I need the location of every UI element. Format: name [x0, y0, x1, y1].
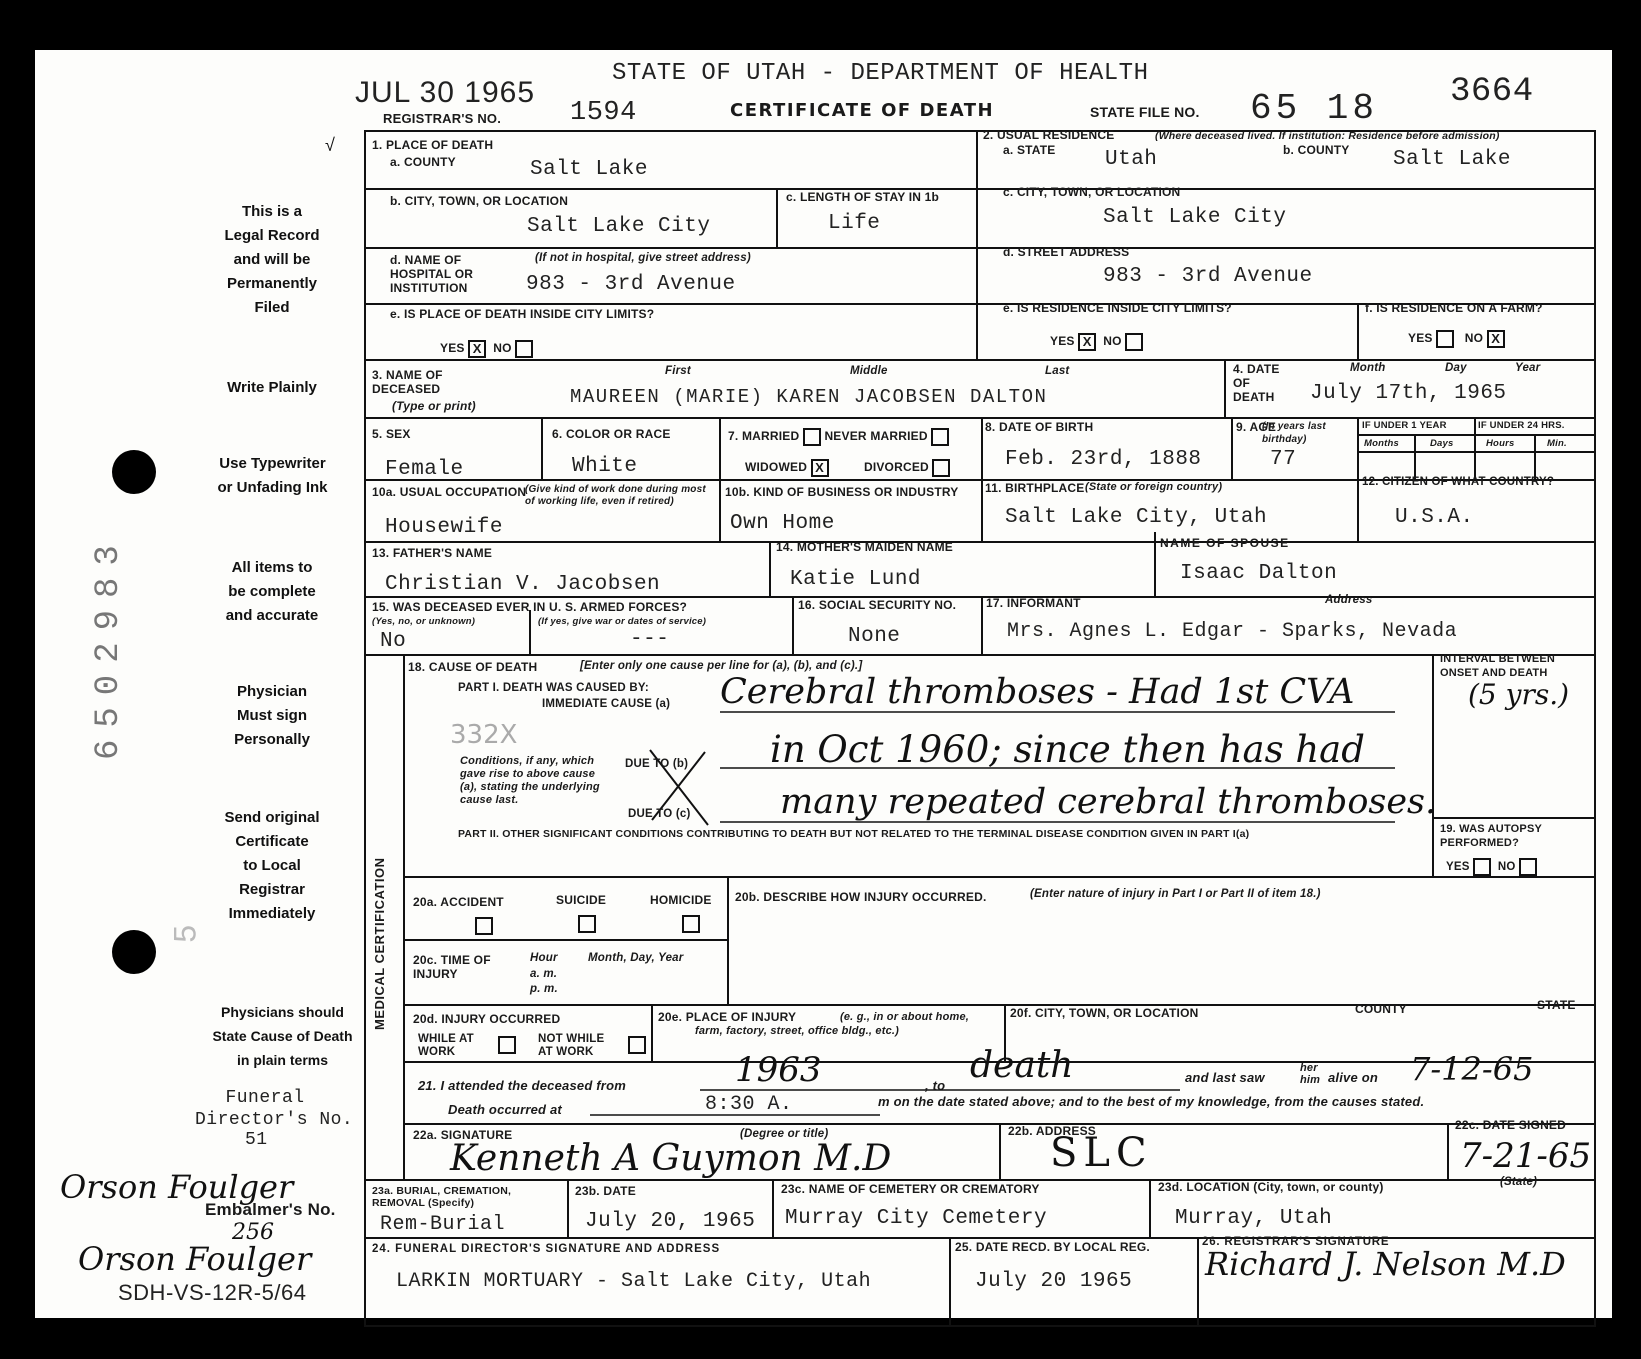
business: Own Home	[730, 512, 835, 535]
checkbox-while-at-work[interactable]	[498, 1036, 516, 1054]
embalmer-signature: Orson Foulger	[60, 1168, 294, 1206]
label-sex: 5. SEX	[372, 427, 411, 441]
label-injury-state: STATE	[1537, 998, 1576, 1012]
disposition: Rem-Burial	[380, 1213, 506, 1236]
armed-forces-dates: ---	[630, 628, 670, 651]
label-due-to-c: DUE TO (c)	[628, 808, 691, 820]
label-state: a. STATE	[1003, 143, 1056, 157]
label-city: b. CITY, TOWN, OR LOCATION	[390, 194, 569, 208]
sidebar-send-original: Send original Certificate to Local Registrar Immediately	[224, 809, 320, 922]
label-last: Last	[1045, 365, 1070, 377]
label-min: Min.	[1547, 438, 1567, 449]
date-of-death: July 17th, 1965	[1310, 382, 1507, 405]
label-married: 7. MARRIED NEVER MARRIED	[728, 428, 949, 446]
label-day: Day	[1445, 362, 1467, 374]
sidebar-typewriter: Use Typewriter or Unfading Ink	[217, 455, 328, 496]
label-father: 13. FATHER'S NAME	[372, 546, 493, 560]
physician-signature: Kenneth A Guymon M.D	[450, 1138, 892, 1179]
residence-street: 983 - 3rd Avenue	[1103, 265, 1313, 288]
label-age-note: (In years last birthday)	[1262, 421, 1326, 445]
state-file-no: 65 18	[1250, 88, 1379, 129]
label-death-occurred-at: Death occurred at	[448, 1102, 562, 1117]
certificate-title: CERTIFICATE OF DEATH	[730, 100, 995, 121]
checkbox-death-no[interactable]	[515, 340, 533, 358]
burial-location: Murray, Utah	[1175, 1207, 1333, 1230]
burial-date: July 20, 1965	[585, 1210, 756, 1233]
checkbox-res-no[interactable]	[1125, 333, 1143, 351]
funeral-director-label: Funeral Director's	[195, 1088, 309, 1130]
spouse-name: Isaac Dalton	[1180, 562, 1338, 585]
label-place-injury-note: (e. g., in or about home, farm, factory, street, office bldg., etc.)	[695, 1011, 970, 1037]
label-type-or-print: (Type or print)	[392, 399, 476, 413]
label-injury-county: COUNTY	[1355, 1002, 1407, 1016]
attended-to: death	[970, 1045, 1074, 1086]
sidebar-legal-record: This is a Legal Record and will be Permanently Filed	[224, 203, 320, 316]
label-injury-occurred: 20d. INJURY OCCURRED	[413, 1012, 561, 1026]
date-of-birth: Feb. 23rd, 1888	[1005, 448, 1202, 471]
label-armed-note-1: (Yes, no, or unknown)	[372, 616, 476, 627]
checkbox-death-yes[interactable]: X	[468, 340, 486, 358]
label-residence-note: (Where deceased lived. If institution: Residence before admission)	[1155, 130, 1500, 142]
checkbox-never-married[interactable]	[931, 428, 949, 446]
label-hours: Hours	[1486, 438, 1515, 449]
label-date-of-death: 4. DATE OF DEATH	[1233, 362, 1280, 404]
autopsy-checkboxes: YES NO	[1446, 858, 1537, 876]
alive-date: 7-12-65	[1410, 1050, 1534, 1088]
label-month-day-year: Month, Day, Year	[588, 952, 684, 964]
label-part-1: PART I. DEATH WAS CAUSED BY:	[458, 682, 649, 694]
label-widowed: WIDOWED X DIVORCED	[745, 459, 950, 477]
label-occupation-note: (Give kind of work done during most of working life, even if retired)	[525, 484, 706, 507]
label-farm: f. IS RESIDENCE ON A FARM?	[1365, 301, 1543, 315]
vertical-certificate-number: 6502983	[90, 533, 128, 760]
label-homicide: HOMICIDE	[650, 893, 712, 907]
label-time-of-injury: 20c. TIME OF INJURY	[413, 953, 491, 981]
label-place-of-death: 1. PLACE OF DEATH	[372, 138, 494, 152]
interval: (5 yrs.)	[1468, 678, 1570, 711]
label-accident: 20a. ACCIDENT	[413, 895, 504, 909]
label-institution-note: (If not in hospital, give street address)	[535, 252, 751, 264]
label-to: , to	[925, 1078, 946, 1093]
label-mother: 14. MOTHER'S MAIDEN NAME	[776, 540, 954, 554]
decedent-name: MAUREEN (MARIE) KAREN JACOBSEN DALTON	[570, 386, 1048, 408]
checkbox-farm-yes[interactable]	[1436, 330, 1454, 348]
date-stamp: JUL 30 1965	[355, 76, 536, 109]
funeral-director: LARKIN MORTUARY - Salt Lake City, Utah	[396, 1270, 872, 1293]
label-signature: 22a. SIGNATURE	[413, 1128, 513, 1142]
armed-forces: No	[380, 630, 407, 653]
embalmer-no: 256	[232, 1220, 274, 1245]
label-institution: d. NAME OF HOSPITAL OR INSTITUTION	[390, 253, 474, 295]
label-cause-of-death: 18. CAUSE OF DEATH	[408, 660, 538, 674]
label-length-of-stay: c. LENGTH OF STAY IN 1b	[786, 190, 940, 204]
label-describe-injury-note: (Enter nature of injury in Part I or Part II of item 18.)	[1030, 888, 1321, 900]
cause-b: in Oct 1960; since then has had	[770, 728, 1365, 771]
label-under-24-hrs: IF UNDER 24 HRS.	[1478, 420, 1565, 431]
length-of-stay: Life	[828, 212, 881, 235]
label-sig-address: 22b. ADDRESS	[1008, 1124, 1096, 1138]
state-file-label: STATE FILE NO.	[1090, 104, 1200, 120]
label-months: Months	[1364, 438, 1399, 449]
signature-address: SLC	[1050, 1130, 1153, 1176]
punch-hole-top	[112, 450, 156, 494]
label-county: a. COUNTY	[390, 155, 456, 169]
label-not-while-at-work: NOT WHILE AT WORK	[538, 1033, 605, 1058]
death-city: Salt Lake City	[527, 215, 711, 238]
sex: Female	[385, 458, 464, 481]
label-race: 6. COLOR OR RACE	[552, 427, 671, 441]
label-burial-state: (State)	[1500, 1176, 1538, 1188]
label-cause-note: [Enter only one cause per line for (a), (b), and (c).]	[580, 660, 863, 672]
label-days: Days	[1430, 438, 1454, 449]
label-pm: p. m.	[530, 983, 558, 995]
res-city-limits-yes: YES X NO	[1050, 333, 1143, 351]
embalmer-label: Embalmer's No.	[205, 1200, 336, 1219]
sidebar-physicians-state: Physicians should State Cause of Death in plain terms	[212, 1004, 353, 1068]
label-armed-note-2: (If yes, give war or dates of service)	[538, 616, 707, 627]
ssn: None	[848, 625, 901, 648]
label-burial-location: 23d. LOCATION (City, town, or county)	[1158, 1180, 1384, 1194]
label-res-city: c. CITY, TOWN, OR LOCATION	[1003, 185, 1181, 199]
registrar-no-label: REGISTRAR'S NO.	[383, 111, 502, 126]
checkbox-res-yes[interactable]: X	[1078, 333, 1096, 351]
label-informant: 17. INFORMANT	[986, 596, 1081, 610]
label-immediate-cause: IMMEDIATE CAUSE (a)	[542, 698, 671, 710]
label-spouse: NAME OF SPOUSE	[1160, 536, 1290, 550]
label-occupation: 10a. USUAL OCCUPATION	[372, 485, 527, 499]
checkbox-autopsy-no[interactable]	[1519, 858, 1537, 876]
sidebar-write-plainly: Write Plainly	[227, 379, 317, 396]
label-business: 10b. KIND OF BUSINESS OR INDUSTRY	[725, 485, 959, 499]
label-year: Year	[1515, 362, 1541, 374]
label-part-2: PART II. OTHER SIGNIFICANT CONDITIONS CONTRIBUTING TO DEATH BUT NOT RELATED TO THE TERMINAL DISEASE CONDITION GIVEN IN PART I(a)	[458, 828, 1250, 840]
state-file-no-2: 3664	[1450, 73, 1534, 111]
date-received: July 20 1965	[975, 1270, 1133, 1293]
label-date-of-birth: 8. DATE OF BIRTH	[985, 420, 1094, 434]
label-birthplace-note: (State or foreign country)	[1085, 481, 1223, 493]
funeral-director-no: 51	[245, 1130, 268, 1150]
citizen: U.S.A.	[1395, 506, 1474, 529]
checkbox-widowed[interactable]: X	[811, 459, 829, 477]
state-title: STATE OF UTAH - DEPARTMENT OF HEALTH	[612, 60, 1149, 87]
label-place-of-injury: 20e. PLACE OF INJURY	[658, 1010, 797, 1024]
label-month: Month	[1350, 362, 1386, 374]
vertical-number-prefix: 5	[168, 923, 206, 944]
checkbox-homicide[interactable]	[682, 915, 700, 933]
registrar-signature: Richard J. Nelson M.D	[1205, 1245, 1566, 1283]
label-hour: Hour	[530, 952, 558, 964]
label-armed-forces: 15. WAS DECEASED EVER IN U. S. ARMED FORCES?	[372, 600, 688, 614]
label-autopsy: 19. WAS AUTOPSY PERFORMED?	[1440, 823, 1542, 849]
label-degree: (Degree or title)	[740, 1128, 829, 1140]
age: 77	[1270, 448, 1297, 471]
label-cemetery: 23c. NAME OF CEMETERY OR CREMATORY	[781, 1182, 1040, 1196]
mother-name: Katie Lund	[790, 568, 922, 591]
checkbox-autopsy-yes[interactable]	[1473, 858, 1491, 876]
sidebar-complete: All items to be complete and accurate	[225, 559, 319, 624]
label-due-to-b: DUE TO (b)	[625, 758, 689, 770]
label-date-signed: 22c. DATE SIGNED	[1455, 1118, 1567, 1132]
label-interval: INTERVAL BETWEEN ONSET AND DEATH	[1440, 653, 1556, 679]
form-number: SDH-VS-12R-5/64	[118, 1280, 307, 1305]
father-name: Christian V. Jacobsen	[385, 573, 661, 596]
residence-state: Utah	[1105, 148, 1158, 171]
label-first: First	[665, 365, 691, 377]
checkbox-farm-no[interactable]: X	[1487, 330, 1505, 348]
date-signed: 7-21-65	[1460, 1136, 1592, 1176]
label-address: Address	[1325, 594, 1373, 606]
label-ssn: 16. SOCIAL SECURITY NO.	[798, 598, 957, 612]
residence-county: Salt Lake	[1393, 148, 1511, 171]
label-street-address: d. STREET ADDRESS	[1003, 245, 1130, 259]
sidebar-physician: Physician Must sign Personally	[234, 683, 310, 748]
label-injury-city: 20f. CITY, TOWN, OR LOCATION	[1010, 1006, 1199, 1020]
label-suicide: SUICIDE	[556, 893, 607, 907]
occupation: Housewife	[385, 516, 503, 539]
cause-a: Cerebral thromboses - Had 1st CVA	[720, 672, 1355, 712]
label-date-received: 25. DATE RECD. BY LOCAL REG.	[955, 1240, 1150, 1254]
label-birthplace: 11. BIRTHPLACE	[985, 481, 1085, 495]
label-res-county: b. COUNTY	[1283, 143, 1350, 157]
farm-checkboxes: YES NO X	[1408, 330, 1505, 348]
label-res-inside-limits: e. IS RESIDENCE INSIDE CITY LIMITS?	[1003, 301, 1232, 315]
label-usual-residence: 2. USUAL RESIDENCE	[983, 128, 1115, 142]
checkbox-married[interactable]	[803, 428, 821, 446]
race: White	[572, 455, 638, 478]
checkbox-not-while-at-work[interactable]	[628, 1036, 646, 1054]
checkbox-divorced[interactable]	[932, 459, 950, 477]
label-under-1-year: IF UNDER 1 YEAR	[1362, 420, 1447, 431]
death-city-limits-yes: YES X NO	[440, 340, 533, 358]
label-last-saw: and last saw	[1185, 1070, 1265, 1085]
label-citizen: 12. CITIZEN OF WHAT COUNTRY?	[1362, 476, 1555, 488]
label-conditions: Conditions, if any, which gave rise to above cause (a), stating the underlying cause last.	[460, 755, 600, 806]
punch-hole-bottom	[112, 930, 156, 974]
label-middle: Middle	[850, 365, 888, 377]
checkbox-accident[interactable]	[475, 917, 493, 935]
label-medical-certification: MEDICAL CERTIFICATION	[372, 857, 387, 1030]
registrar-no: 1594	[570, 98, 637, 128]
label-describe-injury: 20b. DESCRIBE HOW INJURY OCCURRED.	[735, 890, 987, 904]
label-attended: 21. I attended the deceased from	[418, 1078, 626, 1093]
death-institution: 983 - 3rd Avenue	[526, 273, 736, 296]
label-alive-on: alive on	[1328, 1070, 1379, 1085]
label-statement: m on the date stated above; and to the best of my knowledge, from the causes stated.	[878, 1094, 1425, 1109]
checkbox-suicide[interactable]	[578, 915, 596, 933]
label-burial: 23a. BURIAL, CREMATION, REMOVAL (Specify)	[372, 1185, 512, 1209]
label-her-him: her him	[1300, 1062, 1321, 1086]
label-am: a. m.	[530, 968, 558, 980]
label-burial-date: 23b. DATE	[575, 1184, 636, 1198]
cemetery: Murray City Cemetery	[785, 1207, 1048, 1230]
label-registrar-signature: 26. REGISTRAR'S SIGNATURE	[1202, 1236, 1390, 1248]
embalmer-signature-2: Orson Foulger	[78, 1240, 312, 1278]
informant: Mrs. Agnes L. Edgar - Sparks, Nevada	[1007, 620, 1458, 643]
label-age: 9. AGE	[1236, 420, 1277, 434]
label-while-at-work: WHILE AT WORK	[418, 1033, 474, 1058]
cause-c: many repeated cerebral thromboses.	[780, 782, 1437, 822]
residence-city: Salt Lake City	[1103, 206, 1287, 229]
death-county: Salt Lake	[530, 158, 648, 181]
label-inside-city-limits: e. IS PLACE OF DEATH INSIDE CITY LIMITS?	[390, 307, 655, 321]
label-name-of-deceased: 3. NAME OF DECEASED	[372, 368, 443, 396]
birthplace: Salt Lake City, Utah	[1005, 506, 1268, 529]
label-funeral-director: 24. FUNERAL DIRECTOR'S SIGNATURE AND ADDRESS	[372, 1243, 721, 1255]
icd-code: 332X	[450, 720, 518, 750]
death-time: 8:30 A.	[705, 1093, 793, 1116]
attended-from: 1963	[735, 1050, 822, 1090]
check-mark: √	[325, 135, 335, 155]
